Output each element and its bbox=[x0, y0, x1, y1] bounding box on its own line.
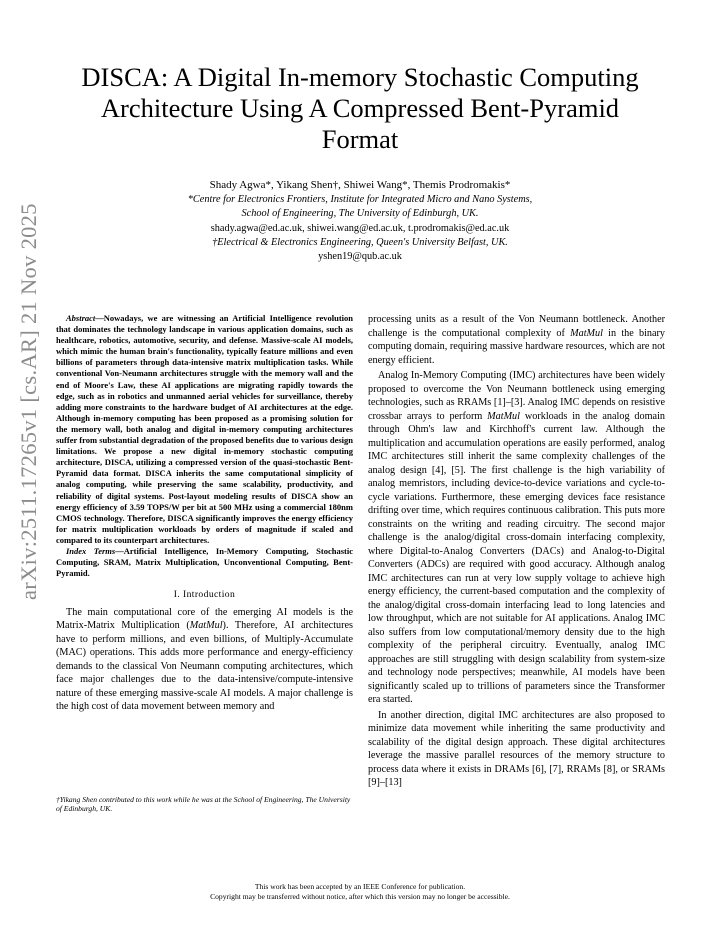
intro-paragraph-2: Analog In-Memory Computing (IMC) architectures have been widely proposed to overcome the Von Neumann bottleneck using emerging technologies, such as RRAMs [1]–[3]. Analog IMC depends on resistive crossbar arrays to perform MatMul workloads in the analog domain through Ohm's law and Kirchhoff's current law. Although the multiplication and accumulation operations are easily performed, analog IMC architectures still inherit the same complexity challenges of the analog design [4], [5]. The first challenge is the high variability of analog memristors, including device-to-device variations and cycle-to-cycle variations. Furthermore, these emerging devices face resistance drifting over time, which requires continuous calibration. This puts more constraints on the writing and reading circuitry. The second major challenge is the analog/digital cross-domain interfacing complexity, where Digital-to-Analog Converters (DACs) and Analog-to-Digital Converters (ADCs) are required with good accuracy. Although analog IMC architectures can run at very low supply voltage to achieve high energy efficiency, the current-based computation and the complexity of the analog/digital cross-domain interfacing lead to long latencies and low throughput, which are not suitable for AI applications. Analog IMC also suffers from low computational/memory density due to the high complexity of the peripheral circuitry. Eventually, analog IMC approaches are still struggling with design scalability from system-size and technology node perspectives; meanwhile, AI models have been significantly scaled up to trillions of parameters since the Transformer era started. bbox=[368, 370, 665, 705]
right-column bbox=[368, 313, 665, 790]
intro-paragraph-1: The main computational core of the emerging AI models is the Matrix-Matrix Multiplication (MatMul). Therefore, AI architectures have to perform millions, and even billions, of Multiply-Accumulate (MAC) operations. This adds more performance and energy-efficiency demands to the classical Von Neumann computing architectures, which face major challenges due to the data-intensive/compute-intensive nature of these emerging massive-scale AI models. A major challenge is the high cost of data movement between memory and bbox=[56, 606, 353, 713]
footnote: †Yikang Shen contributed to this work while he was at the School of Engineering, The University of Edinburgh, UK. bbox=[56, 795, 351, 814]
author-names: Shady Agwa*, Yikang Shen†, Shiwei Wang*, Themis Prodromakis* bbox=[209, 179, 511, 191]
author-email-2: yshen19@qub.ac.uk bbox=[318, 251, 402, 263]
footer-line-2: Copyright may be transferred without notice, after which this version may no longer be accessible. bbox=[210, 891, 510, 901]
arxiv-identifier-text: arXiv:2511.17265v1 [cs.AR] 21 Nov 2025 bbox=[16, 203, 41, 600]
abstract bbox=[56, 313, 353, 546]
index-terms bbox=[56, 546, 353, 579]
index-terms-text: —Artificial Intelligence, In-Memory Computing, Stochastic Computing, SRAM, Matrix Multiplication, Unconventional Computing, Bent-Pyramid. bbox=[56, 545, 353, 579]
intro-paragraph-1-continued: processing units as a result of the Von Neumann bottleneck. Another challenge is the computational complexity of MatMul in the binary computing domain, requiring massive hardware resources, which are not energy efficient. bbox=[368, 314, 665, 366]
affiliation-1-line-2: School of Engineering, The University of Edinburgh, UK. bbox=[241, 208, 479, 220]
author-emails-1: shady.agwa@ed.ac.uk, shiwei.wang@ed.ac.uk, t.prodromakis@ed.ac.uk bbox=[210, 222, 510, 234]
abstract-text: —Nowadays, we are witnessing an Artificial Intelligence revolution that dominates the technology landscape in various application domains, such as healthcare, robotics, automotive, security, and defense. Massive-scale AI models, which mimic the human brain's functionality, typically feature millions and even billions of parameters through data-intensive matrix multiplication tasks. While conventional Von-Neumann architectures struggle with the memory wall and the end of Moore's Law, these AI applications are migrating rapidly towards the edge, such as in robotics and unmanned aerial vehicles for surveillance, thereby adding more constraints to the hardware budget of AI architectures at the edge. Although in-memory computing has been proposed as a promising solution for the memory wall, both analog and digital in-memory computing architectures suffer from substantial degradation of the proposed benefits due to various design limitations. We propose a new digital in-memory stochastic computing architecture, DISCA, utilizing a compressed version of the quasi-stochastic Bent-Pyramid data format. DISCA inherits the same computational simplicity of analog computing, while preserving the same scalability, productivity, and reliability of digital systems. Post-layout modeling results of DISCA show an energy efficiency of 3.59 TOPS/W per bit at 500 MHz using a commercial 180nm CMOS technology. Therefore, DISCA significantly improves the energy efficiency for matrix multiplication workloads by orders of magnitude if scaled and compared to its counterpart architectures. bbox=[56, 313, 353, 545]
footer-line-1: This work has been accepted by an IEEE Conference for publication. bbox=[254, 882, 466, 891]
section-heading-introduction: I. Introduction bbox=[173, 589, 236, 601]
math-matmul: MatMul bbox=[189, 620, 223, 632]
intro-paragraph-3: In another direction, digital IMC architectures are also proposed to minimize data movement while inheriting the same productivity and scalability of the digital design approach. These digital architectures leverage the massive parallel resources of the memory structure to process data where it exists in DRAMs [6], [7], RRAMs [8], or SRAMs [9]–[13] bbox=[368, 709, 665, 788]
index-terms-label: Index Terms bbox=[66, 545, 116, 556]
math-matmul: MatMul bbox=[487, 410, 520, 422]
affiliation-1-line-1: *Centre for Electronics Frontiers, Institute for Integrated Micro and Nano Systems, bbox=[187, 194, 533, 206]
abstract-label: Abstract bbox=[66, 313, 96, 323]
math-matmul: MatMul bbox=[570, 327, 603, 339]
author-block bbox=[60, 178, 660, 264]
page-footer bbox=[60, 882, 660, 901]
paper-title: DISCA: A Digital In-memory Stochastic Computing Architecture Using A Compressed Bent-Pyramid Format bbox=[81, 62, 639, 154]
left-column bbox=[56, 313, 353, 714]
affiliation-2: †Electrical & Electronics Engineering, Queen's University Belfast, UK. bbox=[212, 236, 508, 248]
